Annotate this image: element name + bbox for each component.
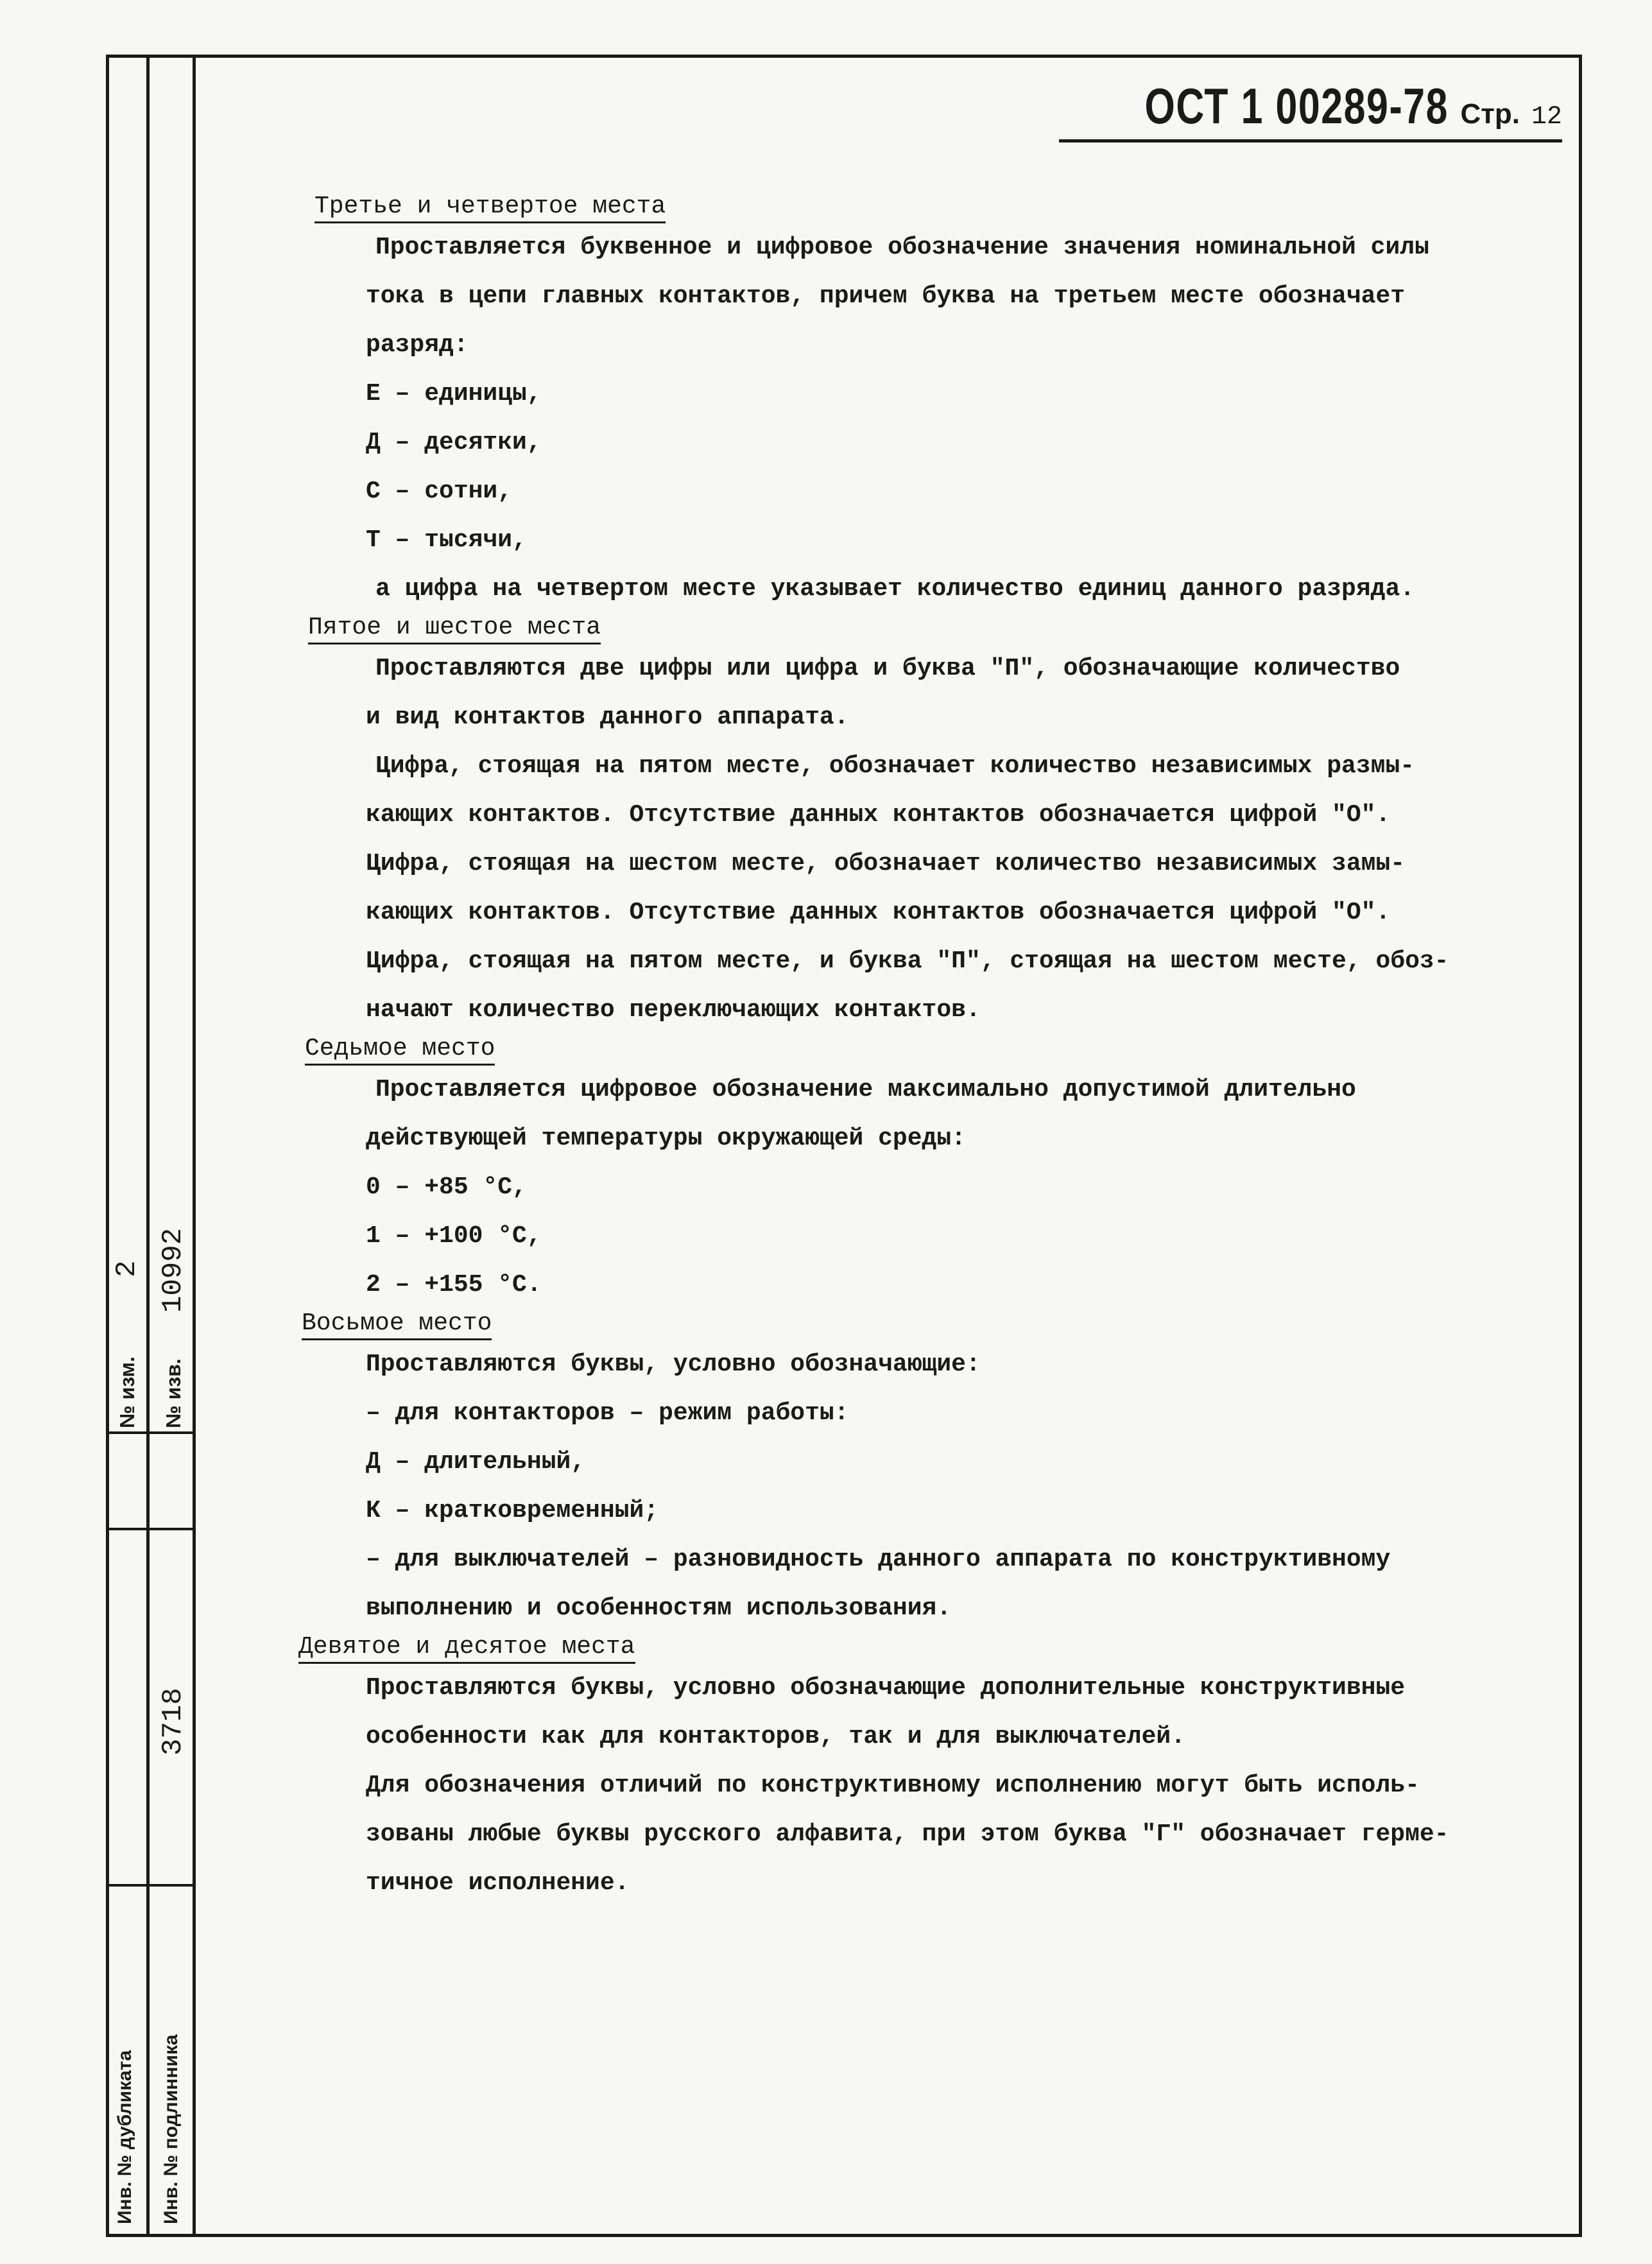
sidebar-separator bbox=[106, 1528, 196, 1530]
list-item: – для контакторов – режим работы: bbox=[366, 1399, 849, 1427]
section-heading: Третье и четвертое места bbox=[314, 193, 666, 223]
paragraph-line: зованы любые буквы русского алфавита, при этом буква "Г" обозначает герме- bbox=[366, 1820, 1449, 1848]
list-item: К – кратковременный; bbox=[366, 1497, 659, 1525]
sidebar-separator bbox=[106, 1431, 196, 1434]
page-number: 12 bbox=[1531, 103, 1562, 132]
sidebar-separator bbox=[106, 1884, 196, 1887]
section bbox=[302, 193, 1521, 614]
podlinnik-value: 3718 bbox=[157, 1688, 189, 1756]
izm-label: № изм. bbox=[116, 1356, 139, 1428]
paragraph-line: начают количество переключающих контактов. bbox=[366, 996, 981, 1024]
paragraph-line: действующей температуры окружающей среды: bbox=[366, 1125, 966, 1152]
paragraph-line: тока в цепи главных контактов, причем буква на третьем месте обозначает bbox=[366, 282, 1406, 310]
document-body bbox=[298, 193, 1521, 1908]
list-item: 1 – +100 °С, bbox=[366, 1222, 542, 1250]
list-item: С – сотни, bbox=[366, 478, 513, 505]
standard-code: ОСТ 1 00289-78 bbox=[1145, 78, 1449, 134]
paragraph-line: разряд: bbox=[366, 331, 469, 359]
paragraph-line: Цифра, стоящая на пятом месте, обозначает количество независимых размы- bbox=[375, 752, 1415, 780]
paragraph-line: и вид контактов данного аппарата. bbox=[366, 704, 849, 731]
paragraph-line: Проставляется цифровое обозначение максимально допустимой длительно bbox=[375, 1076, 1356, 1103]
section-heading: Седьмое место bbox=[305, 1035, 495, 1066]
izv-label: № изв. bbox=[162, 1358, 185, 1428]
section-heading: Пятое и шестое места bbox=[308, 614, 601, 644]
list-item: 0 – +85 °С, bbox=[366, 1173, 527, 1201]
paragraph-line: особенности как для контакторов, так и для выключателей. bbox=[366, 1723, 1186, 1750]
sidebar-divider-2 bbox=[193, 55, 196, 2237]
section-heading: Восьмое место bbox=[302, 1309, 492, 1340]
izm-value: 2 bbox=[111, 1260, 143, 1277]
list-item: Е – единицы, bbox=[366, 380, 542, 408]
paragraph-line: Проставляются буквы, условно обозначающие дополнительные конструктивные bbox=[366, 1674, 1406, 1702]
sidebar-divider-1 bbox=[146, 55, 150, 2237]
list-item: Т – тысячи, bbox=[366, 526, 527, 554]
list-item: – для выключателей – разновидность данного аппарата по конструктивному bbox=[366, 1546, 1391, 1573]
section-heading: Девятое и десятое места bbox=[298, 1633, 635, 1664]
list-item: Д – десятки, bbox=[366, 429, 542, 456]
page-header bbox=[1059, 77, 1562, 143]
list-item: Д – длительный, bbox=[366, 1448, 586, 1476]
paragraph-line: Проставляются буквы, условно обозначающие: bbox=[366, 1351, 981, 1378]
paragraph-line: Проставляется буквенное и цифровое обозначение значения номинальной силы bbox=[375, 234, 1429, 261]
section bbox=[302, 614, 1521, 1035]
paragraph-line: тичное исполнение. bbox=[366, 1869, 630, 1897]
paragraph-line: кающих контактов. Отсутствие данных контактов обозначается цифрой "О". bbox=[366, 899, 1391, 926]
paragraph-line: выполнению и особенностям использования. bbox=[366, 1594, 952, 1622]
section bbox=[302, 1035, 1521, 1309]
paragraph-line: а цифра на четвертом месте указывает количество единиц данного разряда. bbox=[375, 575, 1415, 603]
section bbox=[302, 1309, 1521, 1633]
list-item: 2 – +155 °С. bbox=[366, 1271, 542, 1299]
page-label: Стр. bbox=[1460, 98, 1520, 130]
paragraph-line: Цифра, стоящая на пятом месте, и буква "П", стоящая на шестом месте, обоз- bbox=[366, 947, 1449, 975]
paragraph-line: Цифра, стоящая на шестом месте, обозначает количество независимых замы- bbox=[366, 850, 1406, 877]
podlinnik-label: Инв. № подлинника bbox=[160, 2034, 182, 2224]
dublikat-label: Инв. № дубликата bbox=[114, 2050, 135, 2224]
section bbox=[298, 1633, 1521, 1908]
paragraph-line: кающих контактов. Отсутствие данных контактов обозначается цифрой "О". bbox=[366, 801, 1391, 829]
paragraph-line: Для обозначения отличий по конструктивному исполнению могут быть исполь- bbox=[366, 1772, 1420, 1799]
izv-value: 10992 bbox=[157, 1227, 189, 1313]
paragraph-line: Проставляются две цифры или цифра и буква "П", обозначающие количество bbox=[375, 655, 1400, 682]
